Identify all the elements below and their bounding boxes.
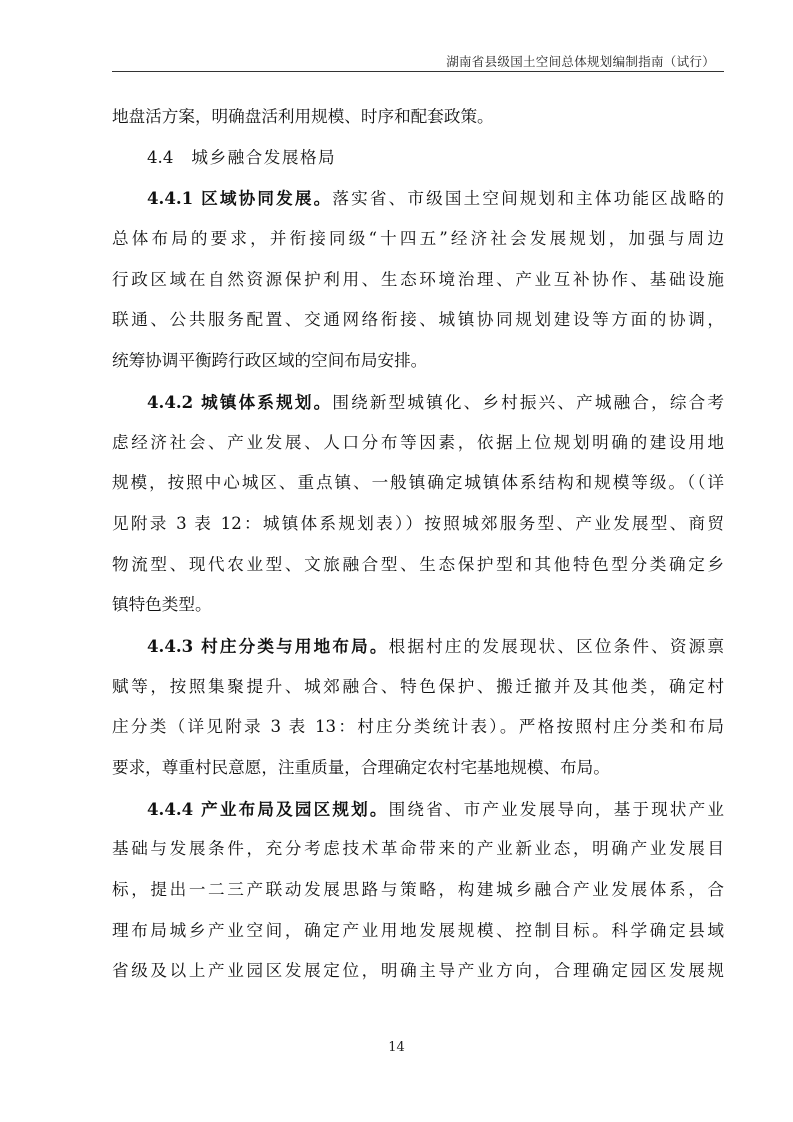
page-number: 14 — [388, 1040, 405, 1055]
paragraph-title: 4.4.1 区域协同发展。 — [147, 188, 333, 209]
paragraph-line: 理布局城乡产业空间，确定产业用地发展规模、控制目标。科学确定县域 — [112, 920, 724, 940]
paragraph-4-4-3 — [112, 626, 724, 789]
paragraph-line: 联通、公共服务配置、交通网络衔接、城镇协同规划建设等方面的协调， — [112, 310, 724, 330]
paragraph-text: 围绕省、市产业发展导向，基于现状产业 — [388, 799, 724, 819]
paragraph-line: 虑经济社会、产业发展、人口分布等因素，依据上位规划明确的建设用地 — [112, 432, 724, 452]
paragraph-line — [112, 789, 724, 830]
section-heading — [112, 138, 724, 179]
paragraph-line: 庄分类（详见附录 3 表 13：村庄分类统计表）。严格按照村庄分类和布局 — [112, 717, 724, 737]
paragraph-text: 根据村庄的发展现状、区位条件、资源禀 — [388, 636, 724, 656]
paragraph-4-4-1 — [112, 178, 724, 381]
paragraph-line — [112, 382, 724, 423]
paragraph-line — [112, 626, 724, 667]
paragraph-line: 省级及以上产业园区发展定位，明确主导产业方向，合理确定园区发展规 — [112, 961, 724, 981]
paragraph-line: 基础与发展条件，充分考虑技术革命带来的产业新业态，明确产业发展目 — [112, 839, 724, 859]
paragraph-text: 落实省、市级国土空间规划和主体功能区战略的 — [332, 189, 724, 209]
running-header: 湖南省县级国土空间总体规划编制指南（试行） — [446, 54, 715, 69]
section-number: 4.4 — [147, 147, 174, 167]
paragraph-title: 4.4.4 产业布局及园区规划。 — [147, 798, 389, 819]
paragraph-title: 4.4.3 村庄分类与用地布局。 — [147, 635, 389, 656]
paragraph-line: 镇特色类型。 — [112, 595, 212, 615]
header-rule — [112, 71, 724, 72]
paragraph-line: 物流型、现代农业型、文旅融合型、生态保护型和其他特色型分类确定乡 — [112, 554, 724, 574]
paragraph-line — [112, 178, 724, 219]
paragraph-line: 见附录 3 表 12：城镇体系规划表））按照城郊服务型、产业发展型、商贸 — [112, 513, 724, 533]
paragraph-4-4-4 — [112, 789, 724, 992]
paragraph-line: 行政区域在自然资源保护利用、生态环境治理、产业互补协作、基础设施 — [112, 269, 724, 289]
paragraph-line: 赋等，按照集聚提升、城郊融合、特色保护、搬迁撤并及其他类，确定村 — [112, 676, 724, 696]
paragraph-line: 要求，尊重村民意愿，注重质量，合理确定农村宅基地规模、布局。 — [112, 758, 610, 777]
carryover-line: 地盘活方案，明确盘活利用规模、时序和配套政策。 — [112, 107, 494, 126]
paragraph-line: 统筹协调平衡跨行政区域的空间布局安排。 — [112, 351, 428, 371]
paragraph-4-4-2 — [112, 382, 724, 626]
paragraph-title: 4.4.2 城镇体系规划。 — [147, 391, 333, 412]
paragraph-line: 规模，按照中心城区、重点镇、一般镇确定城镇体系结构和规模等级。（（详 — [112, 473, 724, 493]
paragraph-line: 标，提出一二三产联动发展思路与策略，构建城乡融合产业发展体系，合 — [112, 880, 724, 900]
paragraph-line: 总体布局的要求，并衔接同级“十四五”经济社会发展规划，加强与周边 — [112, 229, 724, 249]
page-body — [112, 97, 724, 992]
paragraph-text: 围绕新型城镇化、乡村振兴、产城融合，综合考 — [332, 392, 724, 412]
section-title: 城乡融合发展格局 — [191, 147, 337, 167]
